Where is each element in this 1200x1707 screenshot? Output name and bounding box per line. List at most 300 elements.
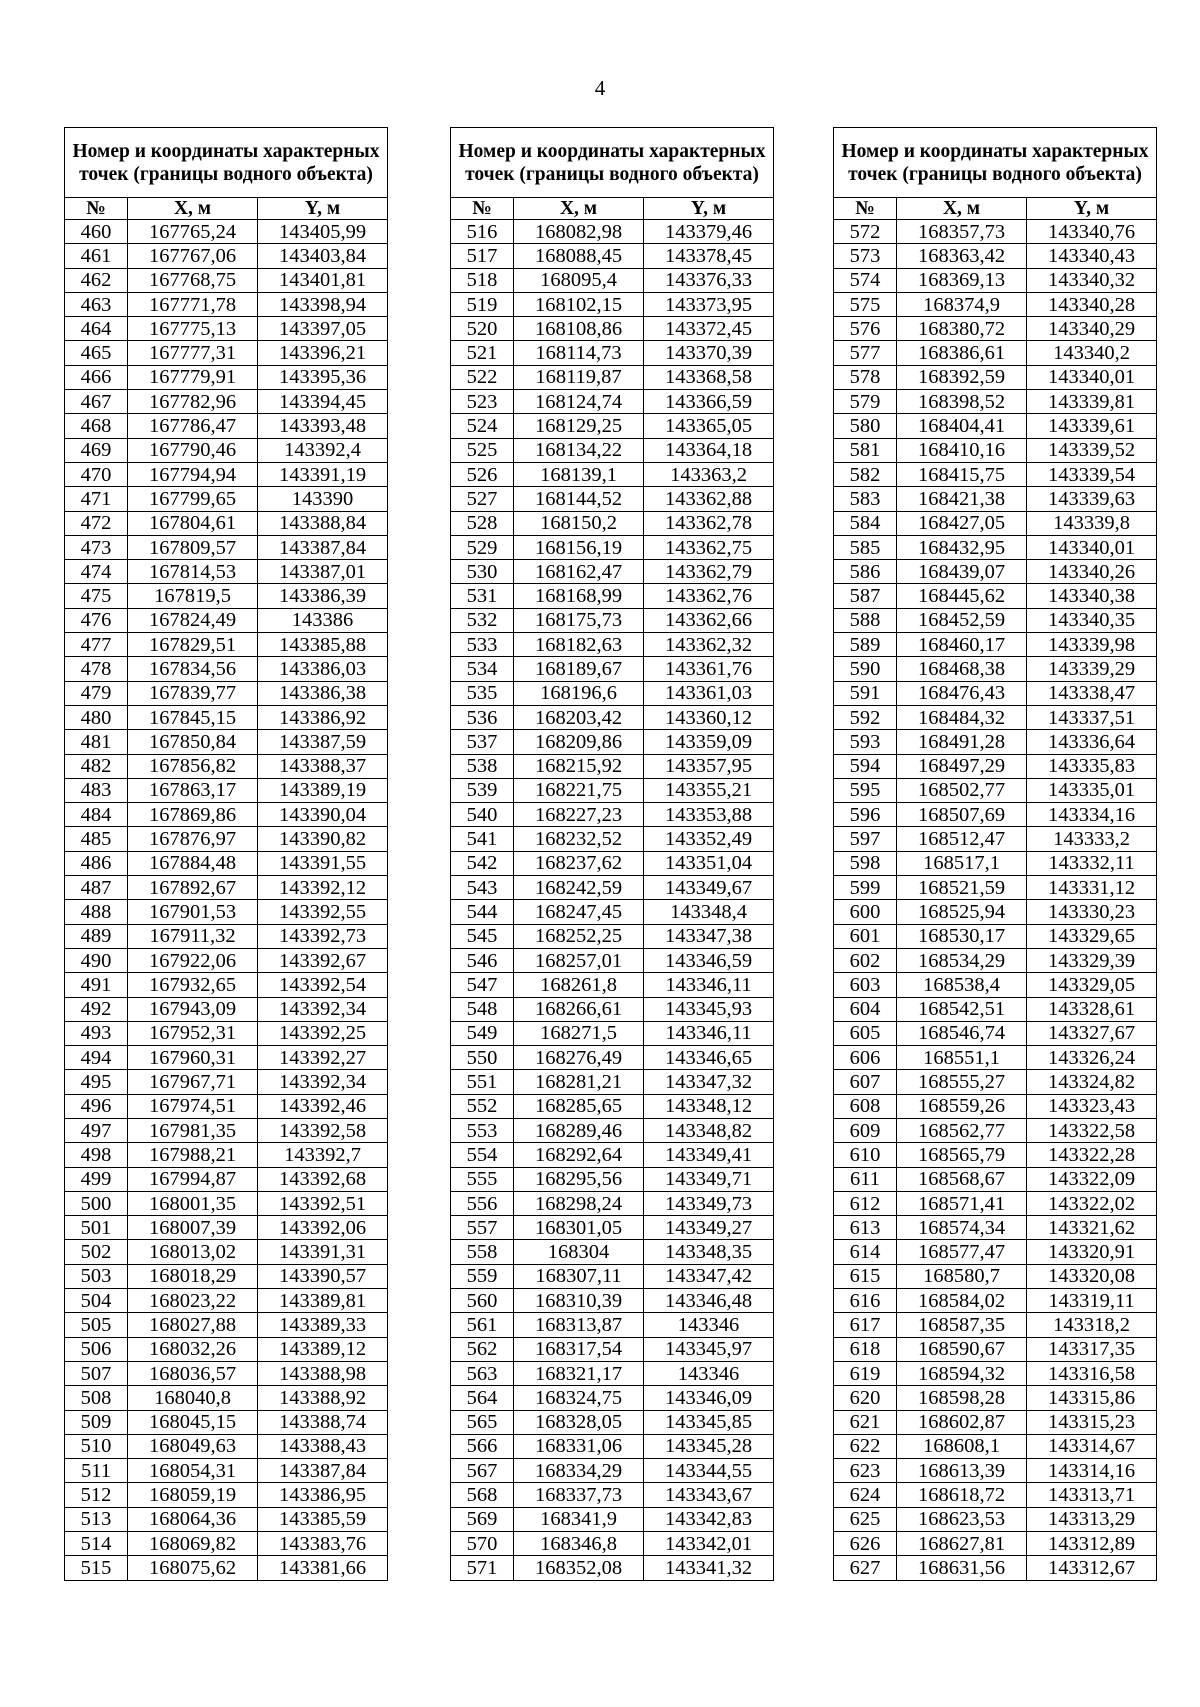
point-number: 488 <box>65 900 128 924</box>
table-row <box>65 414 388 438</box>
table-row <box>834 487 1157 511</box>
x-coordinate: 167869,86 <box>128 803 258 827</box>
x-coordinate: 168271,5 <box>514 1021 644 1045</box>
x-coordinate: 168627,81 <box>897 1532 1027 1556</box>
point-number: 619 <box>834 1361 897 1385</box>
point-number: 544 <box>451 900 514 924</box>
x-coordinate: 168156,19 <box>514 535 644 559</box>
y-coordinate: 143392,68 <box>258 1167 388 1191</box>
table-row <box>451 1118 774 1142</box>
point-number: 582 <box>834 462 897 486</box>
x-coordinate: 167765,24 <box>128 220 258 244</box>
table-row <box>451 900 774 924</box>
table-row <box>834 535 1157 559</box>
point-number: 618 <box>834 1337 897 1361</box>
x-coordinate: 167814,53 <box>128 560 258 584</box>
y-coordinate: 143339,29 <box>1027 657 1157 681</box>
table-row <box>451 730 774 754</box>
point-number: 491 <box>65 973 128 997</box>
table-row <box>451 948 774 972</box>
x-coordinate: 168410,16 <box>897 438 1027 462</box>
y-coordinate: 143365,05 <box>644 414 774 438</box>
table-row <box>65 633 388 657</box>
x-coordinate: 168574,34 <box>897 1216 1027 1240</box>
x-coordinate: 168266,61 <box>514 997 644 1021</box>
x-coordinate: 168295,56 <box>514 1167 644 1191</box>
table-row <box>834 244 1157 268</box>
y-coordinate: 143386,92 <box>258 705 388 729</box>
y-coordinate: 143355,21 <box>644 778 774 802</box>
point-number: 540 <box>451 803 514 827</box>
y-coordinate: 143338,47 <box>1027 681 1157 705</box>
x-coordinate: 168517,1 <box>897 851 1027 875</box>
point-number: 466 <box>65 365 128 389</box>
table-row <box>65 535 388 559</box>
y-coordinate: 143317,35 <box>1027 1337 1157 1361</box>
y-coordinate: 143392,55 <box>258 900 388 924</box>
table-row <box>834 1191 1157 1215</box>
x-coordinate: 167994,87 <box>128 1167 258 1191</box>
table-row <box>65 1021 388 1045</box>
x-coordinate: 168018,29 <box>128 1264 258 1288</box>
x-coordinate: 168129,25 <box>514 414 644 438</box>
table-row <box>65 1216 388 1240</box>
y-coordinate: 143392,46 <box>258 1094 388 1118</box>
point-number: 477 <box>65 633 128 657</box>
y-coordinate: 143366,59 <box>644 390 774 414</box>
point-number: 611 <box>834 1167 897 1191</box>
table-row <box>65 365 388 389</box>
point-number: 486 <box>65 851 128 875</box>
point-number: 557 <box>451 1216 514 1240</box>
table-row <box>451 1094 774 1118</box>
column-header-x: X, м <box>128 198 258 220</box>
point-number: 463 <box>65 292 128 316</box>
point-number: 468 <box>65 414 128 438</box>
table-row <box>834 438 1157 462</box>
point-number: 578 <box>834 365 897 389</box>
x-coordinate: 168307,11 <box>514 1264 644 1288</box>
x-coordinate: 168369,13 <box>897 268 1027 292</box>
point-number: 461 <box>65 244 128 268</box>
point-number: 627 <box>834 1556 897 1580</box>
point-number: 552 <box>451 1094 514 1118</box>
point-number: 598 <box>834 851 897 875</box>
point-number: 512 <box>65 1483 128 1507</box>
table-row <box>65 1191 388 1215</box>
y-coordinate: 143346,48 <box>644 1289 774 1313</box>
table-row <box>451 560 774 584</box>
point-number: 528 <box>451 511 514 535</box>
point-number: 531 <box>451 584 514 608</box>
table-row <box>65 462 388 486</box>
table-row <box>451 438 774 462</box>
y-coordinate: 143345,97 <box>644 1337 774 1361</box>
y-coordinate: 143339,98 <box>1027 633 1157 657</box>
point-number: 589 <box>834 633 897 657</box>
table-row <box>834 1459 1157 1483</box>
table-row <box>834 584 1157 608</box>
point-number: 617 <box>834 1313 897 1337</box>
point-number: 494 <box>65 1046 128 1070</box>
y-coordinate: 143390,57 <box>258 1264 388 1288</box>
y-coordinate: 143373,95 <box>644 292 774 316</box>
x-coordinate: 167974,51 <box>128 1094 258 1118</box>
point-number: 492 <box>65 997 128 1021</box>
table-row <box>65 900 388 924</box>
point-number: 479 <box>65 681 128 705</box>
x-coordinate: 167771,78 <box>128 292 258 316</box>
point-number: 504 <box>65 1289 128 1313</box>
point-number: 543 <box>451 876 514 900</box>
y-coordinate: 143349,73 <box>644 1191 774 1215</box>
point-number: 555 <box>451 1167 514 1191</box>
table-row <box>451 1216 774 1240</box>
x-coordinate: 168232,52 <box>514 827 644 851</box>
y-coordinate: 143389,12 <box>258 1337 388 1361</box>
y-coordinate: 143368,58 <box>644 365 774 389</box>
table-row <box>65 876 388 900</box>
x-coordinate: 168313,87 <box>514 1313 644 1337</box>
y-coordinate: 143340,01 <box>1027 535 1157 559</box>
table-row <box>834 268 1157 292</box>
point-number: 516 <box>451 220 514 244</box>
point-number: 519 <box>451 292 514 316</box>
point-number: 567 <box>451 1459 514 1483</box>
point-number: 548 <box>451 997 514 1021</box>
x-coordinate: 167911,32 <box>128 924 258 948</box>
x-coordinate: 167856,82 <box>128 754 258 778</box>
x-coordinate: 167988,21 <box>128 1143 258 1167</box>
x-coordinate: 168577,47 <box>897 1240 1027 1264</box>
x-coordinate: 168095,4 <box>514 268 644 292</box>
y-coordinate: 143316,58 <box>1027 1361 1157 1385</box>
y-coordinate: 143344,55 <box>644 1459 774 1483</box>
y-coordinate: 143353,88 <box>644 803 774 827</box>
table-row <box>65 1094 388 1118</box>
point-number: 471 <box>65 487 128 511</box>
point-number: 484 <box>65 803 128 827</box>
x-coordinate: 168321,17 <box>514 1361 644 1385</box>
x-coordinate: 168304 <box>514 1240 644 1264</box>
x-coordinate: 168439,07 <box>897 560 1027 584</box>
point-number: 588 <box>834 608 897 632</box>
table-row <box>451 1143 774 1167</box>
table-row <box>834 1264 1157 1288</box>
y-coordinate: 143327,67 <box>1027 1021 1157 1045</box>
point-number: 601 <box>834 924 897 948</box>
table-row <box>65 1118 388 1142</box>
point-number: 509 <box>65 1410 128 1434</box>
x-coordinate: 168324,75 <box>514 1386 644 1410</box>
x-coordinate: 168491,28 <box>897 730 1027 754</box>
table-row <box>65 1070 388 1094</box>
point-number: 487 <box>65 876 128 900</box>
y-coordinate: 143339,61 <box>1027 414 1157 438</box>
y-coordinate: 143340,2 <box>1027 341 1157 365</box>
table-row <box>834 1507 1157 1531</box>
y-coordinate: 143385,59 <box>258 1507 388 1531</box>
x-coordinate: 168334,29 <box>514 1459 644 1483</box>
y-coordinate: 143392,51 <box>258 1191 388 1215</box>
table-row <box>65 1289 388 1313</box>
table-row <box>834 1046 1157 1070</box>
y-coordinate: 143313,29 <box>1027 1507 1157 1531</box>
x-coordinate: 168415,75 <box>897 462 1027 486</box>
y-coordinate: 143378,45 <box>644 244 774 268</box>
point-number: 583 <box>834 487 897 511</box>
x-coordinate: 168352,08 <box>514 1556 644 1580</box>
x-coordinate: 168580,7 <box>897 1264 1027 1288</box>
y-coordinate: 143346,11 <box>644 1021 774 1045</box>
point-number: 496 <box>65 1094 128 1118</box>
table-row <box>451 681 774 705</box>
table-row <box>834 633 1157 657</box>
point-number: 604 <box>834 997 897 1021</box>
point-number: 546 <box>451 948 514 972</box>
coordinates-table <box>64 127 388 1581</box>
y-coordinate: 143332,11 <box>1027 851 1157 875</box>
y-coordinate: 143397,05 <box>258 317 388 341</box>
point-number: 550 <box>451 1046 514 1070</box>
table-row <box>834 900 1157 924</box>
table-row <box>834 1556 1157 1580</box>
y-coordinate: 143360,12 <box>644 705 774 729</box>
table-row <box>451 268 774 292</box>
y-coordinate: 143313,71 <box>1027 1483 1157 1507</box>
table-row <box>834 414 1157 438</box>
x-coordinate: 168082,98 <box>514 220 644 244</box>
table-row <box>451 1386 774 1410</box>
point-number: 573 <box>834 244 897 268</box>
point-number: 625 <box>834 1507 897 1531</box>
y-coordinate: 143392,73 <box>258 924 388 948</box>
y-coordinate: 143381,66 <box>258 1556 388 1580</box>
point-number: 460 <box>65 220 128 244</box>
point-number: 603 <box>834 973 897 997</box>
point-number: 580 <box>834 414 897 438</box>
table-row <box>65 1483 388 1507</box>
y-coordinate: 143341,32 <box>644 1556 774 1580</box>
y-coordinate: 143349,67 <box>644 876 774 900</box>
table-row <box>834 754 1157 778</box>
y-coordinate: 143391,19 <box>258 462 388 486</box>
y-coordinate: 143345,28 <box>644 1434 774 1458</box>
y-coordinate: 143361,76 <box>644 657 774 681</box>
table-row <box>451 657 774 681</box>
point-number: 525 <box>451 438 514 462</box>
point-number: 530 <box>451 560 514 584</box>
point-number: 558 <box>451 1240 514 1264</box>
table-row <box>65 584 388 608</box>
table-row <box>834 778 1157 802</box>
y-coordinate: 143389,19 <box>258 778 388 802</box>
table-row <box>834 1361 1157 1385</box>
y-coordinate: 143326,24 <box>1027 1046 1157 1070</box>
table-row <box>834 997 1157 1021</box>
point-number: 536 <box>451 705 514 729</box>
y-coordinate: 143362,66 <box>644 608 774 632</box>
table-row <box>65 1143 388 1167</box>
table-row <box>65 754 388 778</box>
y-coordinate: 143401,81 <box>258 268 388 292</box>
x-coordinate: 168598,28 <box>897 1386 1027 1410</box>
x-coordinate: 168064,36 <box>128 1507 258 1531</box>
table-row <box>451 608 774 632</box>
x-coordinate: 168594,32 <box>897 1361 1027 1385</box>
point-number: 490 <box>65 948 128 972</box>
x-coordinate: 167777,31 <box>128 341 258 365</box>
column-header-number: № <box>65 198 128 220</box>
point-number: 526 <box>451 462 514 486</box>
table-row <box>65 438 388 462</box>
x-coordinate: 168059,19 <box>128 1483 258 1507</box>
y-coordinate: 143348,12 <box>644 1094 774 1118</box>
point-number: 614 <box>834 1240 897 1264</box>
point-number: 513 <box>65 1507 128 1531</box>
table-row <box>451 292 774 316</box>
table-row <box>834 317 1157 341</box>
point-number: 465 <box>65 341 128 365</box>
table-row <box>65 1532 388 1556</box>
x-coordinate: 168036,57 <box>128 1361 258 1385</box>
x-coordinate: 168069,82 <box>128 1532 258 1556</box>
x-coordinate: 168252,25 <box>514 924 644 948</box>
table-row <box>65 948 388 972</box>
x-coordinate: 168602,87 <box>897 1410 1027 1434</box>
table-row <box>65 341 388 365</box>
x-coordinate: 168476,43 <box>897 681 1027 705</box>
y-coordinate: 143362,88 <box>644 487 774 511</box>
y-coordinate: 143387,59 <box>258 730 388 754</box>
x-coordinate: 168227,23 <box>514 803 644 827</box>
y-coordinate: 143389,33 <box>258 1313 388 1337</box>
point-number: 467 <box>65 390 128 414</box>
table-row <box>65 973 388 997</box>
y-coordinate: 143340,26 <box>1027 560 1157 584</box>
y-coordinate: 143322,02 <box>1027 1191 1157 1215</box>
y-coordinate: 143339,63 <box>1027 487 1157 511</box>
point-number: 563 <box>451 1361 514 1385</box>
table-row <box>65 244 388 268</box>
y-coordinate: 143339,81 <box>1027 390 1157 414</box>
table-row <box>451 317 774 341</box>
x-coordinate: 168562,77 <box>897 1118 1027 1142</box>
y-coordinate: 143340,43 <box>1027 244 1157 268</box>
table-row <box>451 705 774 729</box>
table-row <box>834 1216 1157 1240</box>
point-number: 623 <box>834 1459 897 1483</box>
y-coordinate: 143391,55 <box>258 851 388 875</box>
x-coordinate: 168613,39 <box>897 1459 1027 1483</box>
table-row <box>834 1240 1157 1264</box>
table-row <box>65 681 388 705</box>
y-coordinate: 143340,35 <box>1027 608 1157 632</box>
x-coordinate: 168502,77 <box>897 778 1027 802</box>
y-coordinate: 143339,52 <box>1027 438 1157 462</box>
x-coordinate: 168281,21 <box>514 1070 644 1094</box>
x-coordinate: 168460,17 <box>897 633 1027 657</box>
point-number: 556 <box>451 1191 514 1215</box>
y-coordinate: 143362,79 <box>644 560 774 584</box>
table-row <box>451 1167 774 1191</box>
table-row <box>451 365 774 389</box>
x-coordinate: 168328,05 <box>514 1410 644 1434</box>
y-coordinate: 143392,7 <box>258 1143 388 1167</box>
point-number: 478 <box>65 657 128 681</box>
x-coordinate: 168363,42 <box>897 244 1027 268</box>
table-row <box>65 560 388 584</box>
x-coordinate: 168310,39 <box>514 1289 644 1313</box>
point-number: 613 <box>834 1216 897 1240</box>
point-number: 616 <box>834 1289 897 1313</box>
table-row <box>451 827 774 851</box>
column-header-y: Y, м <box>644 198 774 220</box>
table-row <box>65 827 388 851</box>
point-number: 572 <box>834 220 897 244</box>
point-number: 621 <box>834 1410 897 1434</box>
table-row <box>451 1361 774 1385</box>
point-number: 524 <box>451 414 514 438</box>
point-number: 499 <box>65 1167 128 1191</box>
point-number: 562 <box>451 1337 514 1361</box>
y-coordinate: 143337,51 <box>1027 705 1157 729</box>
y-coordinate: 143348,35 <box>644 1240 774 1264</box>
point-number: 605 <box>834 1021 897 1045</box>
y-coordinate: 143388,84 <box>258 511 388 535</box>
x-coordinate: 167884,48 <box>128 851 258 875</box>
point-number: 553 <box>451 1118 514 1142</box>
y-coordinate: 143312,89 <box>1027 1532 1157 1556</box>
x-coordinate: 168571,41 <box>897 1191 1027 1215</box>
table-row <box>834 1386 1157 1410</box>
point-number: 608 <box>834 1094 897 1118</box>
y-coordinate: 143392,12 <box>258 876 388 900</box>
table-row <box>65 1264 388 1288</box>
y-coordinate: 143362,78 <box>644 511 774 535</box>
table-row <box>834 657 1157 681</box>
x-coordinate: 168289,46 <box>514 1118 644 1142</box>
table-row <box>65 657 388 681</box>
table-row <box>65 1361 388 1385</box>
y-coordinate: 143322,09 <box>1027 1167 1157 1191</box>
x-coordinate: 168040,8 <box>128 1386 258 1410</box>
y-coordinate: 143392,58 <box>258 1118 388 1142</box>
x-coordinate: 168497,29 <box>897 754 1027 778</box>
table-row <box>451 973 774 997</box>
x-coordinate: 168521,59 <box>897 876 1027 900</box>
y-coordinate: 143322,28 <box>1027 1143 1157 1167</box>
point-number: 476 <box>65 608 128 632</box>
y-coordinate: 143340,32 <box>1027 268 1157 292</box>
x-coordinate: 168432,95 <box>897 535 1027 559</box>
y-coordinate: 143340,38 <box>1027 584 1157 608</box>
table-row <box>834 462 1157 486</box>
y-coordinate: 143334,16 <box>1027 803 1157 827</box>
y-coordinate: 143385,88 <box>258 633 388 657</box>
x-coordinate: 168182,63 <box>514 633 644 657</box>
table-row <box>834 705 1157 729</box>
table-row <box>65 1313 388 1337</box>
y-coordinate: 143396,21 <box>258 341 388 365</box>
x-coordinate: 168584,02 <box>897 1289 1027 1313</box>
table-row <box>451 754 774 778</box>
x-coordinate: 167932,65 <box>128 973 258 997</box>
table-row <box>65 317 388 341</box>
y-coordinate: 143386,39 <box>258 584 388 608</box>
x-coordinate: 168139,1 <box>514 462 644 486</box>
y-coordinate: 143330,23 <box>1027 900 1157 924</box>
